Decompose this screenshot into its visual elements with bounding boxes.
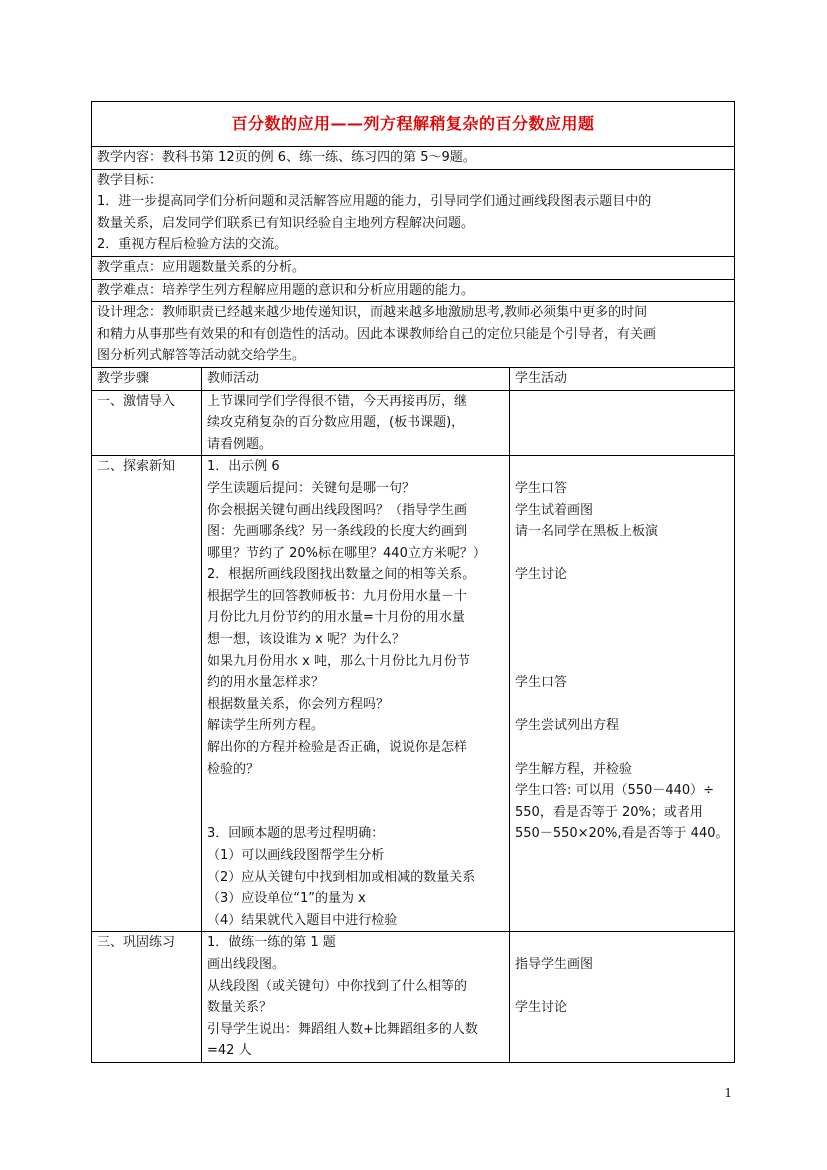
step-row [92, 932, 735, 1063]
step-name: 一、激情导入 [92, 390, 202, 456]
objectives-row [92, 169, 735, 256]
teacher-activity-line: 画出线段图。 [207, 956, 286, 972]
teacher-activity-line: 解读学生所列方程。 [207, 718, 325, 734]
teacher-activity-line: 约的用水量怎样求？ [207, 675, 325, 691]
teacher-activity-line: （4）结果就代入题目中进行检验 [207, 912, 398, 928]
student-activity-line [515, 932, 729, 954]
student-activity-line: 指导学生画图 [515, 956, 594, 972]
student-activity-line: 学生试着画图 [515, 502, 594, 518]
student-activity-line: 学生讨论 [515, 567, 568, 583]
teacher-activity-line: （2）应从关键句中找到相加或相减的数量关系 [207, 869, 476, 885]
student-activity-line [515, 976, 729, 998]
teaching-objectives [92, 169, 735, 256]
teacher-activity [202, 456, 510, 932]
teaching-content: 教学内容：教科书第 12页的例 6、练一练、练习四的第 5～9题。 [92, 147, 735, 170]
teacher-activity-line: 图：先画哪条线？另一条线段的长度大约画到 [207, 524, 468, 540]
student-activity-line: 学生口答 [515, 480, 568, 496]
teacher-activity-line: 3．回顾本题的思考过程明确： [207, 826, 385, 842]
header-student: 学生活动 [510, 367, 735, 390]
objectives-label: 教学目标： [97, 172, 163, 188]
teacher-activity-line: 1．做练一练的第 1 题 [207, 935, 336, 951]
teacher-activity-line: 续攻克稍复杂的百分数应用题，(板书课题)， [207, 415, 465, 431]
design-line: 图分析列式解答等活动就交给学生。 [97, 348, 306, 364]
teacher-activity-line: 月份比九月份节约的用水量=十月份的用水量 [207, 610, 465, 626]
teacher-activity-line: 解出你的方程并检验是否正确，说说你是怎样 [207, 740, 468, 756]
student-activity-line [515, 651, 729, 673]
lesson-title: 百分数的应用——列方程解稍复杂的百分数应用题 [92, 102, 735, 147]
student-activity-line: 学生讨论 [515, 1000, 568, 1016]
teacher-activity-line: 哪里？节约了 20%标在哪里？440立方米呢？） [207, 545, 486, 561]
teacher-activity-line [207, 802, 504, 824]
student-activity-line [515, 629, 729, 651]
student-activity-line: 学生解方程，并检验 [515, 761, 633, 777]
teacher-activity-line: 你会根据关键句画出线段图吗？（指导学生画 [207, 502, 468, 518]
teacher-activity-line: 从线段图（或关键句）中你找到了什么相等的 [207, 978, 468, 994]
student-activity-line [515, 737, 729, 759]
student-activity-line [515, 694, 729, 716]
key-point-row [92, 256, 735, 279]
teacher-activity [202, 932, 510, 1063]
objective-line: 2．重视方程后检验方法的交流。 [97, 237, 288, 253]
student-activity-line: 学生口答 [515, 675, 568, 691]
content-row [92, 147, 735, 170]
step-name: 三、巩固练习 [92, 932, 202, 1063]
student-activity-line [515, 586, 729, 608]
objective-line: 1．进一步提高同学们分析问题和灵活解答应用题的能力，引导同学们通过画线段图表示题目中的 [97, 194, 652, 210]
student-activity [510, 456, 735, 932]
design-line: 和精力从事那些有效果的和有创造性的活动。因此本课教师给自己的定位只能是个引导者，有关画 [97, 326, 657, 342]
teacher-activity-line: （3）应设单位“1”的量为 x [207, 891, 366, 907]
header-teacher: 教师活动 [202, 367, 510, 390]
design-line: 设计理念：教师职责已经越来越少地传递知识，而越来越多地激励思考,教师必须集中更多的时间 [97, 305, 648, 321]
teacher-activity-line: 如果九月份用水 x 吨，那么十月份比九月份节 [207, 653, 470, 669]
student-activity [510, 390, 735, 456]
step-name: 二、探索新知 [92, 456, 202, 932]
page-number: 1 [724, 1086, 732, 1100]
teacher-activity-line: 数量关系？ [207, 1000, 273, 1016]
difficulty-row [92, 279, 735, 302]
header-step: 教学步骤 [92, 367, 202, 390]
header-row [92, 367, 735, 390]
teacher-activity-line: 想一想，该设谁为 x 呢？为什么？ [207, 632, 405, 648]
teacher-activity-line: 根据数量关系，你会列方程吗？ [207, 696, 390, 712]
teacher-activity-line: 检验的？ [207, 761, 260, 777]
student-activity-line [515, 543, 729, 565]
title-row [92, 102, 735, 147]
student-activity-line: 学生口答: 可以用（550－440）÷ [515, 783, 715, 799]
teaching-difficulty: 教学难点：培养学生列方程解应用题的意识和分析应用题的能力。 [92, 279, 735, 302]
teacher-activity-line: （1）可以画线段图帮学生分析 [207, 848, 385, 863]
teacher-activity-line: 引导学生说出：舞蹈组人数+比舞蹈组多的人数 [207, 1021, 478, 1037]
teacher-activity-line: 1．出示例 6 [207, 459, 280, 475]
student-activity-line [515, 456, 729, 478]
teacher-activity-line: 请看例题。 [207, 436, 273, 452]
teacher-activity-line: 2．根据所画线段图找出数量之间的相等关系。 [207, 567, 476, 583]
design-concept [92, 302, 735, 368]
design-row [92, 302, 735, 368]
student-activity-line [515, 607, 729, 629]
teacher-activity-line: 上节课同学们学得很不错，今天再接再厉，继 [207, 393, 468, 409]
student-activity-line: 550，看是否等于 20%；或者用 [515, 804, 703, 820]
step-row [92, 456, 735, 932]
teacher-activity-line: 根据学生的回答教师板书：九月份用水量－十 [207, 588, 468, 604]
student-activity-line: 学生尝试列出方程 [515, 718, 620, 734]
step-row [92, 390, 735, 456]
student-activity-line: 请一名同学在黑板上板演 [515, 524, 659, 540]
teacher-activity-line: 学生读题后提问：关键句是哪一句？ [207, 480, 416, 496]
teaching-key-point: 教学重点：应用题数量关系的分析。 [92, 256, 735, 279]
teacher-activity-line [207, 780, 504, 802]
student-activity-line: 550－550×20%,看是否等于 440。 [515, 826, 729, 842]
objective-line: 数量关系，启发同学们联系已有知识经验自主地列方程解决问题。 [97, 215, 475, 231]
lesson-plan-table [91, 101, 735, 1063]
student-activity [510, 932, 735, 1063]
teacher-activity [202, 390, 510, 456]
teacher-activity-line: =42 人 [207, 1043, 252, 1059]
